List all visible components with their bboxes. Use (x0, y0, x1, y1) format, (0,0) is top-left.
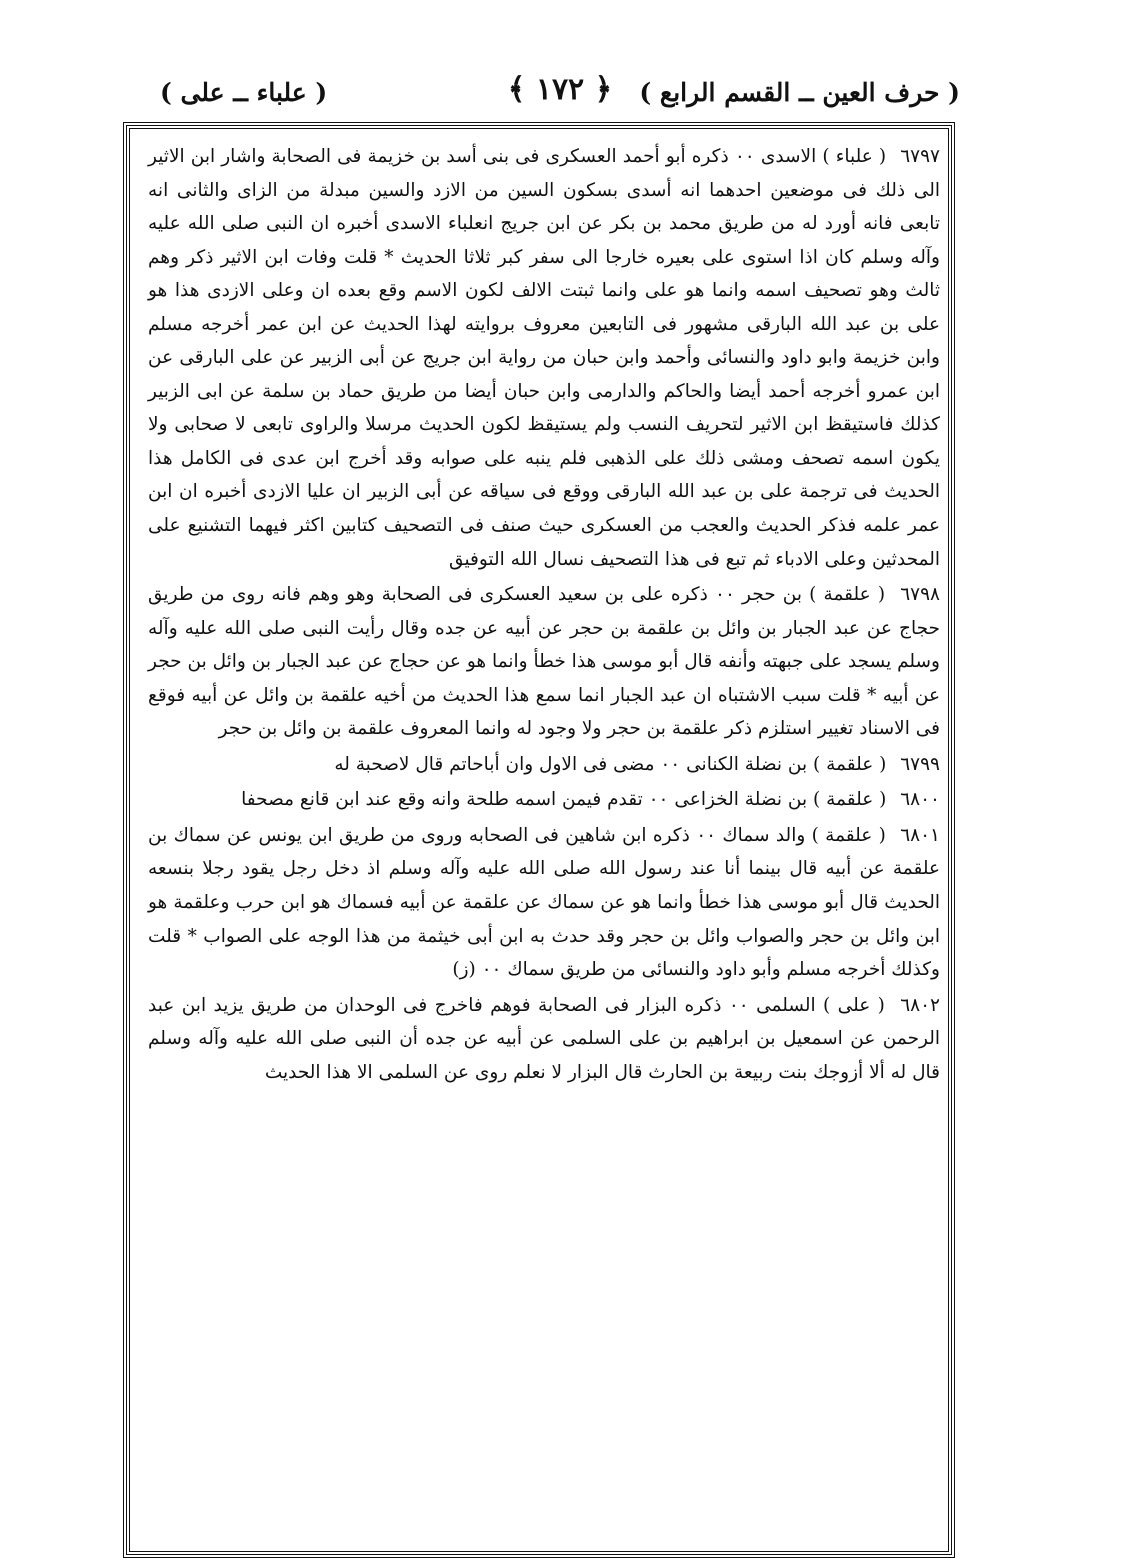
entry (148, 578, 940, 746)
entry-number: ٦٧٩٧ (900, 146, 940, 167)
entry-text: ( علقمة ) بن نضلة الخزاعى ٠٠ تقدم فيمن اسمه طلحة وانه وقع عند ابن قانع مصحفا (241, 789, 887, 811)
header-section-title: ( حرف العين ــ القسم الرابع ) (639, 78, 960, 107)
entry-text: ( علقمة ) بن نضلة الكنانى ٠٠ مضى فى الاول وان أباحاتم قال لاصحبة له (334, 753, 887, 775)
entry-number: ٦٨٠١ (900, 824, 940, 846)
entry-text: ( علباء ) الاسدى ٠٠ ذكره أبو أحمد العسكرى فى بنى أسد بن خزيمة فى الصحابة واشار ابن الاثير الى ذلك فى موضعين احدهما انه أسدى بسكون السين من الازد والسين مبدلة من الزاى والثانى انه تابعى فانه أورد له من طريق محمد بن بكر عن ابن جريج انعلباء الاسدى أخبره ان النبى صلى الله عليه وآله وسلم كان اذا استوى على بعيره خارجا الى سفر كبر ثلاثا الحديث * قلت وفات ابن الاثير ذكر وهم ثالث وهو تصحيف اسمه وانما هو على وانما ثبتت الالف لكون الاسم وقع بعده ان وعلى الازدى هذا هو على بن عبد الله البارقى مشهور فى التابعين معروف بروايته لهذا الحديث عن ابن عمر أخرجه مسلم وابن خزيمة وابو داود والنسائى وأحمد وابن حبان من رواية ابن جريج عن أبى الزبير عن على البارقى عن ابن عمرو أخرجه أحمد أيضا والحاكم والدارمى وابن حبان أيضا من طريق حماد بن سلمة عن ابى الزبير كذلك فاستيقظ ابن الاثير لتحريف النسب ولم يستيقظ لكون الحديث مرسلا والراوى تابعى لا صحابى ولا يكون اسمه تصحف ومشى ذلك على الذهبى فلم ينبه على صوابه وقد أخرج ابن عدى فى الكامل هذا الحديث فى ترجمة على بن عبد الله البارقى ووقع فى سياقه عن أبى الزبير ان عليا الازدى أخبره ان ابن عمر علمه فذكر الحديث والعجب من العسكرى حيث صنف فى التصحيف كتابين اكثر فيهما التشنيع على المحدثين وعلى الادباء ثم تبع فى هذا التصحيف نسال الله التوفيق (148, 146, 940, 570)
entry-text: ( علقمة ) بن حجر ٠٠ ذكره على بن سعيد العسكرى فى الصحابة وهو وهم فانه روى من طريق حجاج عن عبد الجبار بن وائل بن علقمة بن حجر عن أبيه عن جده وقال رأيت النبى صلى الله عليه وآله وسلم يسجد على جبهته وأنفه قال أبو موسى هذا خطأ وانما هو عن حجاج عن عبد الجبار بن وائل بن حجر عن أبيه * قلت سبب الاشتباه ان عبد الجبار انما سمع هذا الحديث من أخيه علقمة بن وائل عن أبيه فوقع فى الاسناد تغيير استلزم ذكر علقمة بن حجر ولا وجود له وانما المعروف علقمة بن وائل بن حجر (148, 584, 940, 740)
entry-number: ٦٧٩٩ (900, 753, 940, 775)
page-header (160, 72, 960, 118)
entry (148, 819, 940, 987)
entry-text: ( على ) السلمى ٠٠ ذكره البزار فى الصحابة فوهم فاخرج فى الوحدان من طريق يزيد ابن عبد الرحمن عن اسمعيل بن ابراهيم بن على السلمى عن أبيه عن جده أن النبى صلى الله عليه وآله وسلم قال له ألا أزوجك بنت ربيعة بن الحارث قال البزار لا نعلم روى عن السلمى الا هذا الحديث (148, 994, 940, 1083)
entry-number: ٦٨٠٢ (900, 994, 940, 1016)
entry (148, 989, 940, 1090)
page-number: ﴿ ١٧٢ ﴾ (507, 72, 613, 107)
entry-number: ٦٨٠٠ (900, 789, 940, 811)
entry-text: ( علقمة ) والد سماك ٠٠ ذكره ابن شاهين فى الصحابه وروى من طريق ابن يونس عن سماك بن علقمة عن أبيه قال بينما أنا عند رسول الله صلى الله عليه وآله وسلم اذ دخل رجل يقود رجلا بنسعه الحديث قال أبو موسى هذا خطأ وانما هو عن سماك عن علقمة عن أبيه فسماك هو ابن حرب وعلقمة هو ابن وائل بن حجر والصواب وائل بن حجر وقد حدث به ابن أبى خيثمة من هذا الوجه على الصواب * قلت وكذلك أخرجه مسلم وأبو داود والنسائى من طريق سماك ٠٠ (ز) (148, 824, 940, 981)
entry (148, 748, 940, 782)
page-body (148, 140, 940, 1550)
entry-number: ٦٧٩٨ (900, 584, 940, 606)
entry (148, 783, 940, 817)
header-entry-range: ( علباء ــ على ) (160, 78, 328, 107)
entry (148, 140, 940, 576)
